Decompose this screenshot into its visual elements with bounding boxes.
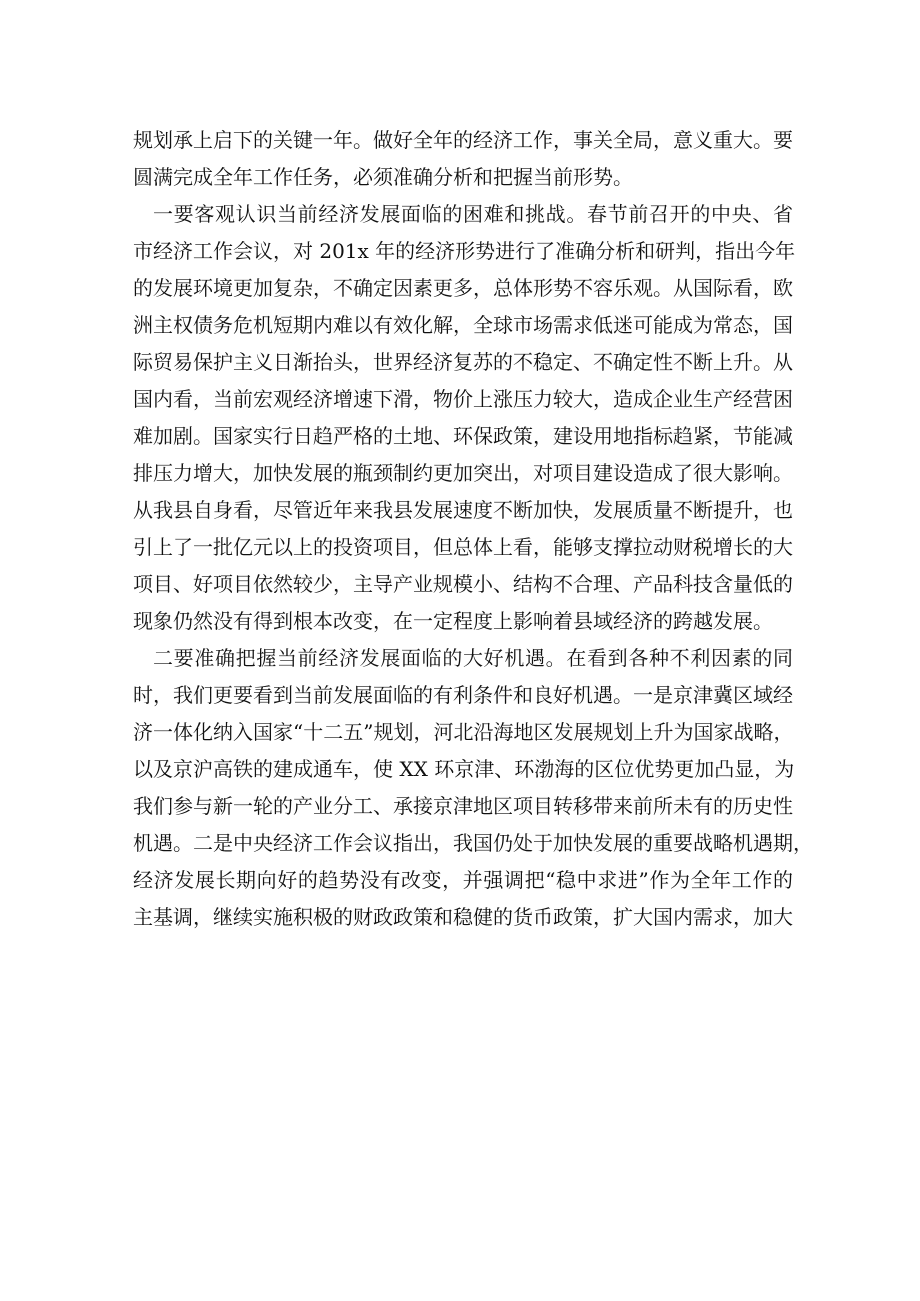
text-line: 机遇。二是中央经济工作会议指出，我国仍处于加快发展的重要战略机遇期， bbox=[133, 831, 813, 855]
text-line: 的发展环境更加复杂，不确定因素更多，总体形势不容乐观。从国际看，欧 bbox=[133, 276, 793, 300]
text-line: 时，我们更要看到当前发展面临的有利条件和良好机遇。一是京津冀区域经 bbox=[133, 683, 793, 707]
text-line: 项目、好项目依然较少，主导产业规模小、结构不合理、产品科技含量低的 bbox=[133, 572, 793, 596]
text-line: 济一体化纳入国家“十二五”规划，河北沿海地区发展规划上升为国家战略， bbox=[133, 720, 794, 744]
text-line: 以及京沪高铁的建成通车，使 XX 环京津、环渤海的区位优势更加凸显，为 bbox=[133, 757, 795, 781]
paragraph-challenges bbox=[133, 196, 796, 640]
text-line: 市经济工作会议，对 201x 年的经济形势进行了准确分析和研判，指出今年 bbox=[133, 239, 796, 263]
document-body bbox=[133, 122, 813, 936]
text-line: 国内看，当前宏观经济增速下滑，物价上涨压力较大，造成企业生产经营困 bbox=[133, 387, 793, 411]
text-line: 主基调，继续实施积极的财政政策和稳健的货币政策，扩大国内需求，加大 bbox=[133, 905, 793, 929]
text-line: 引上了一批亿元以上的投资项目，但总体上看，能够支撑拉动财税增长的大 bbox=[133, 535, 793, 559]
text-line: 经济发展长期向好的趋势没有改变，并强调把“稳中求进”作为全年工作的 bbox=[133, 868, 793, 892]
text-line: 二要准确把握当前经济发展面临的大好机遇。在看到各种不利因素的同 bbox=[153, 646, 793, 670]
text-line: 洲主权债务危机短期内难以有效化解，全球市场需求低迷可能成为常态，国 bbox=[133, 313, 793, 337]
text-line: 现象仍然没有得到根本改变，在一定程度上影响着县域经济的跨越发展。 bbox=[133, 609, 773, 633]
text-line: 圆满完成全年工作任务，必须准确分析和把握当前形势。 bbox=[133, 165, 633, 189]
text-line: 排压力增大，加快发展的瓶颈制约更加突出，对项目建设造成了很大影响。 bbox=[133, 461, 793, 485]
text-line: 我们参与新一轮的产业分工、承接京津地区项目转移带来前所未有的历史性 bbox=[133, 794, 793, 818]
text-line: 一要客观认识当前经济发展面临的困难和挑战。春节前召开的中央、省 bbox=[153, 202, 793, 226]
paragraph-opportunities bbox=[133, 640, 813, 936]
paragraph-intro bbox=[133, 122, 793, 196]
text-line: 难加剧。国家实行日趋严格的土地、环保政策，建设用地指标趋紧，节能减 bbox=[133, 424, 793, 448]
text-line: 规划承上启下的关键一年。做好全年的经济工作，事关全局，意义重大。要 bbox=[133, 128, 793, 152]
text-line: 从我县自身看，尽管近年来我县发展速度不断加快，发展质量不断提升，也 bbox=[133, 498, 793, 522]
text-line: 际贸易保护主义日渐抬头，世界经济复苏的不稳定、不确定性不断上升。从 bbox=[133, 350, 793, 374]
